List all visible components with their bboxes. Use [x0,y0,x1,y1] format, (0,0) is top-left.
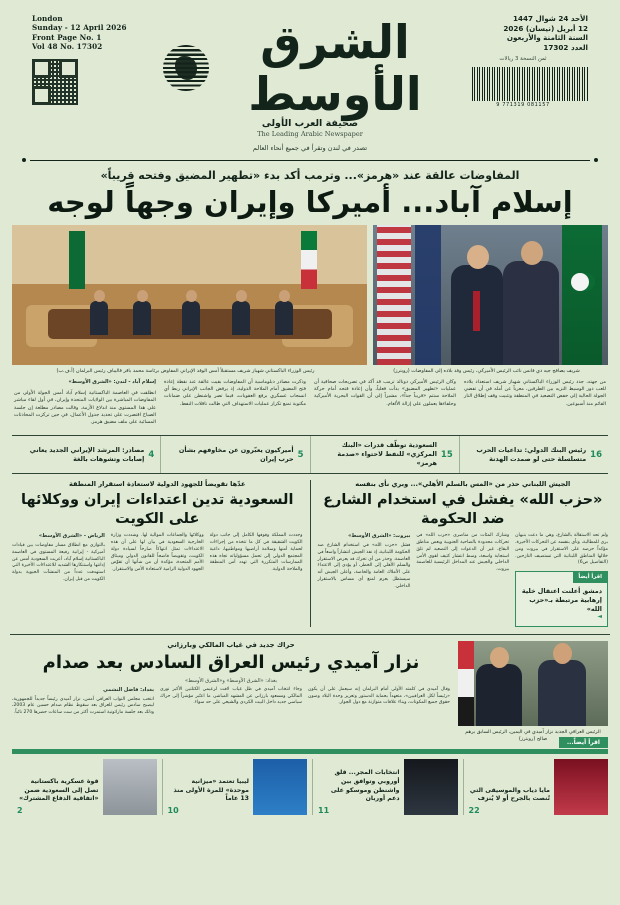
iraq-text-block [12,641,450,743]
qr-code-icon[interactable] [32,59,78,105]
barcode-icon [472,67,588,101]
bottom-photo-22 [554,759,608,815]
iraq-photo-block [458,641,608,743]
lead-caption-left: شريف يصافح جيه دي فانس نائب الرئيس الأميركي، رئيس وفد بلاده إلى المفاوضات (رويترز) [393,368,580,374]
tagline-arabic: صحيفة العرب الأولى [261,118,359,129]
saudi-paragraph-3: وجددت المملكة وقوفها الكامل إلى جانب دولة الكويت الشقيقة في كل ما تتخذه من إجراءات لحماية أمنها وسلامة أراضيها ومواطنيها، داعية المجتمع الدولي إلى تحمل مسؤولياته تجاه هذه الممارسات المتكررة التي تهدد أمن المنطقة والملاحة الدولية. [209,533,303,573]
us-flag-canton-decor [415,225,441,365]
iran-flag-decor [301,231,317,289]
lead-paragraph-3: وكان الرئيس الأميركي دونالد ترمب قد أكد في تصريحات صحافية أن عمليات «تطهير المضيق» بدأت فعلياً، وأن إعادة فتحه أمام حركة الملاحة ستتم «قريباً جداً»، مشيراً إلى أن القوات البحرية الأميركية وحلفاءها يعملون على إزالة الألغام. [314,379,456,407]
figure-sharif [503,261,559,365]
iraq-caption: الرئيس العراقي الجديد نزار آميدي في اليمين، الرئيس السابق برهم صالح (رويترز) [465,728,601,742]
delegate-figure-4 [232,301,250,335]
teaser-page-15: 15 [440,449,453,460]
logo-row [162,16,458,120]
hezbollah-story [318,480,609,627]
distribution-line: تصدر في لندن وتقرأ في جميع أنحاء العالم [252,144,368,152]
bottom-text-block-10 [168,759,250,815]
bottom-teaser-strip [10,759,610,815]
masthead-gregorian-date: 12 أبريل (نيسان) 2026 [503,23,588,33]
iraq-paragraph-3: وقال آميدي في كلمته الأولى أمام البرلمان إنه سيعمل على أن يكون «رئيساً لكل العراقيين»، متعهداً بحماية الدستور وتعزيز وحدة البلاد وصون حقوق جميع المكونات، وبناء علاقات متوازنة مع دول الجوار. [308,686,450,706]
bottom-text-10: ليبيا تعتمد «ميزانية موحدة» للمرة الأولى منذ 13 عاماً [173,778,249,803]
hezbollah-kicker: الجيش اللبناني حذر من «المس بالسلم الأهلي»... وبري نأى بنفسه [355,480,571,489]
bottom-photo-11 [404,759,458,815]
bottom-text-block-22 [469,759,551,815]
bottom-text-block-11 [318,759,400,815]
lead-body-columns [10,375,610,430]
hezbollah-columns [318,533,609,627]
lead-column-1 [14,379,156,430]
iraq-column-2 [160,687,302,720]
masthead-city: London [32,14,63,23]
teaser-item-4[interactable] [12,436,160,473]
lead-paragraph-1: انطلقت في العاصمة الباكستانية إسلام آباد أمس الجولة الأولى من المفاوضات المباشرة بين الولايات المتحدة وإيران، في أول لقاء مباشر على هذا المستوى منذ اندلاع الأزمة. وقالت مصادر مطلعة إن جلسة الصباح اقتصرت على تحديد جدول الأعمال، في حين تركزت المحادثات المسائية على ملف مضيق هرمز. [14,390,156,426]
bottom-page-10: 10 [167,805,179,815]
lead-photo-left [373,225,608,365]
bottom-item-11[interactable] [312,759,458,815]
lead-photo-row [10,225,610,365]
lead-column-2 [164,379,306,430]
iraq-figure-2 [538,660,586,726]
iraq-figure-1 [476,664,522,726]
teaser-text-15: السعودية توظّف قدرات «البنك المركزي» للنفط لاحتواء «صدمة هرمز» [337,441,437,468]
iraq-byline: بغداد: «الشرق الأوسط» و«الشرق الأوسط» [185,677,277,684]
bottom-photo-10 [253,759,307,815]
hezbollah-paragraph-2: وشارك المئات من مناصري «حزب الله» في تحركات محدودة بالضاحية الجنوبية وبعض مناطق البقاع، غير أن الدعوات إلى التصعيد لم تلقَ استجابة واسعة، وسط انتشار كثيف لقوى الأمن الداخلي والجيش عند المداخل الرئيسية للعاصمة بيروت. [416,533,510,573]
divider-dot-left [594,158,598,162]
saudi-columns [12,533,303,587]
read-also-label: اقرأ أيضاً [573,572,607,583]
masthead-logo-block [162,14,458,152]
iraq-column-3 [308,687,450,720]
saudi-column-2 [111,533,204,587]
lead-column-3 [314,379,456,430]
bottom-text-block-2 [17,759,99,815]
read-also-arrow-icon: ◄ [597,613,602,620]
lead-paragraph-4: من جهته، جدد رئيس الوزراء الباكستاني شهباز شريف استعداد بلاده للعب دور الوسيط النزيه بين الطرفين، معرباً عن أمله في أن تفضي الجولة الحالية إلى خفض التصعيد في المنطقة وتثبيت وقف إطلاق النار القائم منذ أسبوعين. [464,379,606,407]
bottom-item-2[interactable] [12,759,157,815]
delegate-figure-3 [182,301,200,335]
hezbollah-column-1 [318,533,411,627]
lead-caption-right: رئيس الوزراء الباكستاني شهباز شريف مستقبلاً أمس الوفد الإيراني المفاوض برئاسة محمد باقر قاليباف رئيس البرلمان (أ.ف.ب) [56,368,315,374]
teaser-page-5: 5 [297,449,304,460]
teaser-text-4: مصادر: المرشد الإيراني الجديد يعاني إصابات وتشوهات بالغة [29,445,145,463]
iraq-flag-decor [458,641,474,726]
hezbollah-paragraph-1: فشل «حزب الله» في استخدام الشارع ضد الحكومة اللبنانية، إذ نفذ الجيش انتشاراً واسعاً في العاصمة. وحذر من أي تحرك قد يعرض الاستقرار والسلم الأهلي إلى الخطر، أو يؤدي إلى الاعتداء على الأملاك العامة والخاصة، وأعلن الجيش أنه سيستظل بعزم لمنع أي مساس بالاستقرار الداخلي. [317,543,411,589]
masthead [10,0,610,152]
iraq-section [10,634,610,743]
teaser-item-5[interactable] [160,436,309,473]
iraq-dateline: بغداد: فاضل النشمي [103,686,154,693]
bottom-page-11: 11 [318,805,330,815]
teaser-text-5: أميركيون يعبّرون عن مخاوفهم بشأن حرب إيران [178,445,294,463]
bottom-text-11: انتخابات المجر... قلق أوروبي وتوافق بين واشنطن وموسكو على دعم أوربان [330,769,400,803]
bottom-page-2: 2 [17,805,23,815]
saudi-column-3 [210,533,303,587]
globe-icon [163,45,209,91]
bottom-text-2: قوة عسكرية باكستانية تصل إلى السعودية ضمن «اتفاقية الدفاع المشترك» [19,778,99,803]
iraq-paragraph-1: انتخب مجلس النواب العراقي أمس، نزار آميدي رئيساً جديداً للجمهورية، ليصبح سادس رئيس للعراق بعد سقوط نظام صدام حسين عام 2003، وذلك بعد جلسة ماراثونية استمرت أكثر من ست ساعات حضرها 270 نائباً. [12,696,154,716]
read-also-text: دمشق أعلنت اعتقال خلية إرهابية مرتبطة بـ«حزب الله» [521,587,602,613]
iraq-columns [12,687,450,720]
masthead-divider [22,158,598,162]
iraq-column-1 [12,687,154,720]
masthead-date-en: Sunday - 12 April 2026 [32,23,127,33]
bottom-green-bar [12,738,608,754]
mid-section [10,480,610,627]
masthead-right-info [458,14,588,108]
masthead-vol-no: Vol 48 No. 17302 [32,42,103,52]
iraq-paragraph-2: وجاء انتخاب آميدي في ظل غياب لافت لزعيمي الكتلتين الأكبر نوري المالكي ومسعود بارزاني عن المشهد المباشر، ما اعتُبر مؤشراً إلى حراك سياسي جديد داخل البيت الكردي والشيعي على حد سواء. [160,686,302,706]
saudi-kicker: عدّها تقويضاً للجهود الدولية لاستعادة استقرار المنطقة [69,480,246,489]
pakistan-flag-decor [562,225,602,365]
read-also-tab[interactable]: اقرأ أيضاً... [559,737,608,748]
lead-dateline: إسلام آباد - لندن: «الشرق الأوسط» [68,379,156,385]
lead-column-4 [464,379,606,430]
lead-paragraph-2: وذكرت مصادر دبلوماسية أن المفاوضات بقيت عالقة عند نقطة إعادة فتح المضيق أمام الملاحة الدولية، إذ يرفض الجانب الإيراني ربط أي انسحاب عسكري برفع العقوبات، فيما تصر واشنطن على ضمانات مكتوبة تمنع تكرار عمليات الاستهداف التي طالت ناقلات النفط. [164,379,306,407]
us-flag-decor [377,225,411,365]
mid-vertical-divider [310,480,311,627]
iraq-headline: نزار آميدي رئيس العراق السادس بعد صدام [42,651,420,673]
lead-caption-row [10,365,610,375]
iraq-kicker: حراك جديد في غياب المالكي وبارزاني [167,640,295,649]
price-label: ثمن النسخة 3 ريالات [499,56,547,63]
masthead-year: السنة الثامنة والأربعون [506,33,588,43]
divider-dot-right [22,158,26,162]
saudi-dateline: الرياض - «الشرق الأوسط» [38,533,105,540]
bottom-item-22[interactable] [463,759,609,815]
teaser-item-16[interactable] [459,436,608,473]
newspaper-logo-text: الشرق الأوسط [248,15,422,121]
saudi-story [12,480,303,627]
divider-line [30,160,590,161]
lead-headline: إسلام آباد... أميركا وإيران وجهاً لوجه [47,185,573,219]
lead-photo-right [12,225,367,365]
saudi-headline: السعودية تدين اعتداءات إيران ووكلائها على الكويت [21,492,294,528]
lead-kicker: المفاوضات عالقة عند «هرمز»... وترمب أكد بدء «تطهير المضيق وفتحه قريباً» [100,169,520,182]
teaser-text-16: رئيس البنك الدولي: تداعيات الحرب متسلسلة حتى لو صمدت الهدنة [476,445,587,463]
hezbollah-dateline: بيروت: «الشرق الأوسط» [348,533,411,540]
delegate-figure-2 [133,301,151,335]
bottom-page-22: 22 [468,805,480,815]
tagline-english: The Leading Arabic Newspaper [257,130,363,138]
teaser-page-4: 4 [148,449,155,460]
delegate-figure-5 [275,301,293,335]
teaser-page-16: 16 [590,449,602,460]
bottom-text-22: مايا دياب والموسيقى التي تُنصت بالجرح أو لا يُنزف [469,786,550,803]
saudi-column-1 [12,533,105,587]
delegate-figure-1 [90,301,108,335]
hezbollah-column-3 [515,533,608,627]
teaser-item-15[interactable] [310,436,459,473]
read-also-box[interactable] [515,571,608,627]
bottom-photo-2 [103,759,157,815]
masthead-page-no: Front Page No. 1 [32,32,102,42]
hezbollah-paragraph-3: ولم تحد الاستقالة بالشارع، وهي ما دعت بنبهان بري للمطالبة، ونأى بنفسه عن التحركات الأخيرة، مؤكداً حرصه على الاستقرار في بيروت ومن خلالها المناطق اللبنانية التي تستضيف النازحين. (التفاصيل ص6) [515,533,608,566]
teaser-strip [12,435,608,474]
masthead-issue-no: العدد 17302 [543,42,588,52]
saudi-paragraph-1: بالتوازي مع انطلاق مسار مفاوضات بين قيادات أميركية - إيرانية رفيعة المستوى في العاصمة الباكستانية إسلام آباد، أعربت السعودية أمس عن إدانتها واستنكارها الشديد للاعتداءات الأخيرة التي استهدفت عدداً من المنشآت الحيوية بدولة الكويت من قبل إيران. [12,543,105,582]
barcode-number: 9 771319 081157 [496,102,550,109]
hezbollah-column-2 [416,533,509,627]
masthead-hijri-date: الأحد 24 شوال 1447 [513,14,588,23]
saudi-paragraph-2: ووكلائها والجماعات الموالية لها. وشددت وزارة الخارجية السعودية في بيان لها على أن هذه الاعتداءات تمثل انتهاكاً صارخاً لسيادة دولة الكويت، وتقويضاً فاضحاً للقانون الدولي وميثاق الأمم المتحدة، مؤكدة أن من شأنها أن تقوّض الجهود الدولية الرامية لاستعادة الأمن والاستقرار. [110,533,204,573]
pakistan-flag-decor-2 [69,231,85,289]
bottom-item-10[interactable] [162,759,308,815]
tie-decor [473,291,480,331]
iraq-photo [458,641,608,726]
masthead-left-info [32,14,162,105]
hezbollah-headline: «حزب الله» يفشل في استخدام الشارع ضد الحكومة [323,492,603,528]
